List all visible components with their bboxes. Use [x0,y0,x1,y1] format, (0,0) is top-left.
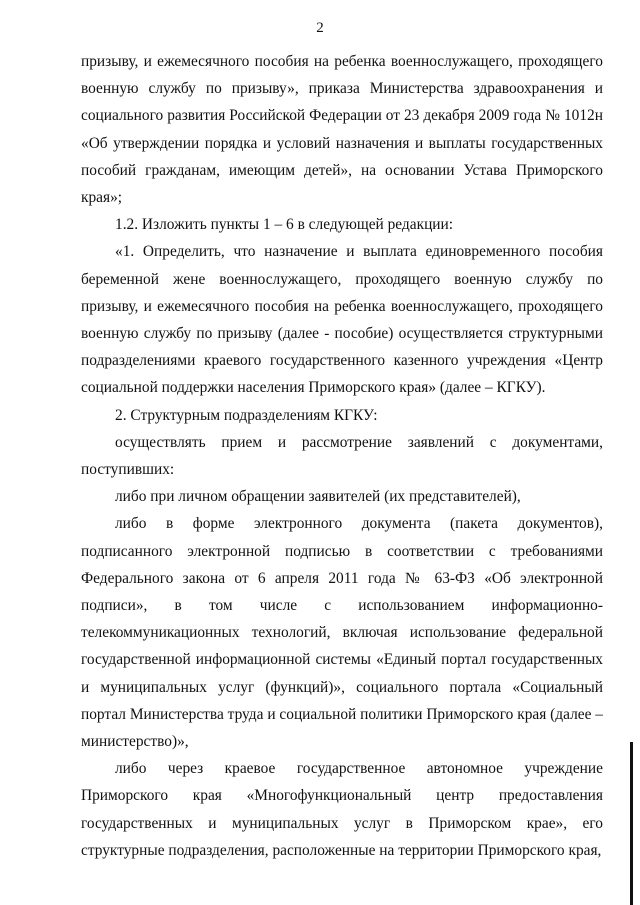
paragraph-preamble-continuation: призыву, и ежемесячного пособия на ребенка военнослужащего, проходящего военную службу по призыву», приказа Министерства здравоохранения и социального развития Российской Федерации от 23 декабря 2009 года № 1012н «Об утверждении порядка и условий назначения и выплаты государственных пособий гражданам, имеющим детей», на основании Устава Приморского края»; [81,53,603,207]
document-body [81,48,603,864]
paragraph-item-2: 2. Структурным подразделениям КГКУ: [115,406,378,424]
paragraph-item-1-2: 1.2. Изложить пункты 1 – 6 в следующей редакции: [115,216,454,234]
paragraph-electronic-document: либо в форме электронного документа (пакета документов), подписанного электронной подписью в соответствии с требованиями Федерального закона от 6 апреля 2011 года № 63-ФЗ «Об электронной подписи», в том числе с использованием информационно-телекоммуникационных технологий, включая использование федеральной государственной информационной системы «Единый портал государственных и муниципальных услуг (функций)», социального портала «Социальный портал Министерства труда и социальной политики Приморского края (далее – министерство)», [81,515,603,751]
page-number: 2 [316,20,324,36]
paragraph-personal-visit: либо при личном обращении заявителей (их представителей), [115,488,521,506]
margin-vertical-rule [630,742,633,905]
paragraph-mfc: либо через краевое государственное автономное учреждение Приморского края «Многофункциональный центр предоставления государственных и муниципальных услуг в Приморском крае», его структурные подразделения, расположенные на территории Приморского края, [81,760,603,859]
paragraph-item-1: «1. Определить, что назначение и выплата единовременного пособия беременной жене военнослужащего, проходящего военную службу по призыву, и ежемесячного пособия на ребенка военнослужащего, проходящего военную службу по призыву (далее - пособие) осуществляется структурными подразделениями краевого государственного казенного учреждения «Центр социальной поддержки населения Приморского края» (далее – КГКУ). [81,243,603,397]
paragraph-accept-applications: осуществлять прием и рассмотрение заявлений с документами, поступивших: [81,433,603,479]
